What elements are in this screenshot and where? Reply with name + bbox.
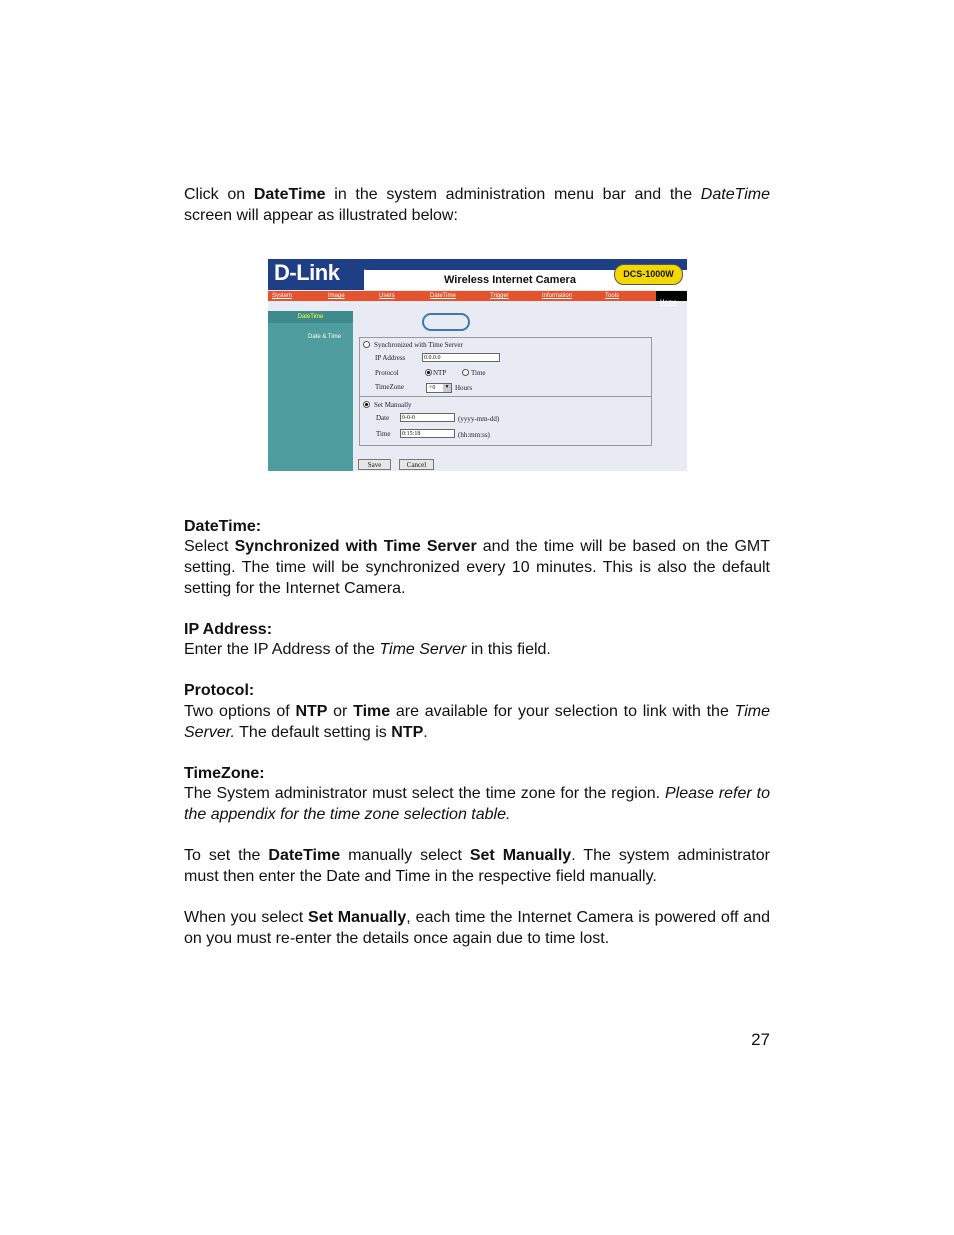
ntp-label: NTP [433, 369, 447, 377]
ip-heading [184, 619, 770, 640]
intro-italic: DateTime [700, 186, 771, 203]
home-box [656, 291, 687, 306]
paragraph-text: . The system administrator must then enter the Date and Time in the respective field manually. [184, 847, 770, 885]
menu-datetime[interactable]: DateTime [430, 293, 456, 299]
paragraph-text: , each time the Internet Camera is powered off and on you must re-enter the details once again due to time lost. [184, 909, 770, 947]
page-number: 27 [751, 1030, 770, 1049]
date-input[interactable]: 0-0-0 [400, 413, 455, 422]
paragraph-text: . [423, 724, 428, 741]
paragraph-text: and the time will be based on the GMT setting. The time will be synchronized every 10 minutes. This is also the default setting for the Internet Camera. [184, 538, 770, 597]
paragraph-bold: NTP [391, 724, 424, 741]
menu-trigger[interactable]: Trigger [490, 293, 509, 299]
set-manually-paragraph [184, 845, 770, 887]
timezone-heading [184, 763, 770, 784]
logo-text: D-Link [274, 260, 340, 285]
menu-home[interactable]: Home [660, 300, 677, 306]
timezone-select[interactable] [426, 383, 452, 393]
paragraph-text: Select [184, 538, 235, 555]
sync-radio[interactable] [363, 341, 370, 348]
paragraph-text: Enter the IP Address of the [184, 641, 380, 658]
protocol-heading [184, 680, 770, 701]
paragraph-bold: Set Manually [469, 847, 572, 864]
paragraph-text: are available for your selection to link with the [390, 703, 735, 720]
date-label: Date [376, 414, 390, 422]
time-input[interactable]: 0:15:18 [400, 429, 455, 438]
paragraph-bold: Time [353, 703, 391, 720]
intro-paragraph [184, 184, 770, 226]
paragraph-text: The System administrator must select the time zone for the region. [184, 785, 665, 802]
intro-bold: DateTime [253, 186, 326, 203]
menu-bar [268, 291, 687, 301]
paragraph-italic: Time Server [379, 641, 467, 658]
menu-image[interactable]: Image [328, 293, 345, 299]
paragraph-bold: NTP [295, 703, 328, 720]
menu-tools[interactable]: Tools [605, 293, 620, 299]
paragraph-text: When you select [184, 909, 309, 926]
intro-text: screen will appear as illustrated below: [184, 207, 458, 224]
paragraph-italic: Time Server. [184, 703, 770, 741]
manual-label: Set Manually [374, 401, 412, 409]
sidebar-item-date-time[interactable]: Date & Time [308, 334, 342, 340]
intro-text: in the system administration menu bar and the [325, 186, 701, 203]
save-button[interactable]: Save [358, 459, 391, 470]
menu-information[interactable]: Information [542, 293, 573, 299]
ip-paragraph [184, 639, 770, 660]
menu-users[interactable]: Users [379, 293, 395, 299]
ip-address-input[interactable]: 0.0.0.0 [422, 353, 500, 362]
datetime-heading [184, 516, 770, 537]
intro-text: Click on [184, 186, 254, 203]
screenshot-header [268, 259, 687, 290]
paragraph-text: The default setting is [234, 724, 392, 741]
paragraph-text: or [327, 703, 354, 720]
chevron-down-icon: ▼ [444, 385, 450, 390]
date-format: (yyyy-mm-dd) [458, 415, 500, 423]
ip-address-label: IP Address [375, 354, 406, 362]
model-badge: DCS-1000W [614, 264, 683, 285]
settings-divider [359, 396, 651, 397]
protocol-label: Protocol [375, 369, 399, 377]
protocol-heading-text: Protocol: [184, 682, 255, 699]
paragraph-bold: DateTime [268, 847, 341, 864]
timezone-value: +0 [429, 385, 436, 391]
ntp-radio[interactable] [425, 369, 432, 376]
timezone-paragraph [184, 783, 770, 825]
time-radio[interactable] [462, 369, 469, 376]
paragraph-text: To set the [184, 847, 269, 864]
sync-label: Synchronized with Time Server [374, 341, 463, 349]
paragraph-italic: Please refer to the appendix for the time zone selection table. [184, 785, 770, 823]
menu-system[interactable]: System [272, 293, 293, 299]
time-protocol-label: Time [471, 369, 486, 377]
cancel-button[interactable]: Cancel [399, 459, 434, 470]
timezone-label: TimeZone [375, 383, 404, 391]
product-title: Wireless Internet Camera [444, 274, 576, 286]
paragraph-text: in this field. [466, 641, 551, 658]
paragraph-text: manually select [340, 847, 470, 864]
highlight-oval [422, 313, 470, 331]
paragraph-bold: Set Manually [308, 909, 407, 926]
datetime-heading-text: DateTime: [184, 518, 262, 535]
ip-heading-text: IP Address: [184, 621, 273, 638]
paragraph-text: Two options of [184, 703, 296, 720]
manual-radio[interactable] [363, 401, 370, 408]
timezone-heading-text: TimeZone: [184, 765, 265, 782]
time-label: Time [376, 430, 391, 438]
datetime-screenshot [268, 259, 687, 471]
time-format: (hh:mm:ss) [458, 431, 490, 439]
power-paragraph [184, 907, 770, 949]
protocol-paragraph [184, 701, 770, 743]
sidebar-selected: DateTime [268, 311, 353, 323]
dlink-logo [268, 259, 364, 290]
hours-label: Hours [455, 384, 473, 392]
datetime-paragraph [184, 536, 770, 599]
paragraph-bold: Synchronized with Time Server [234, 538, 477, 555]
